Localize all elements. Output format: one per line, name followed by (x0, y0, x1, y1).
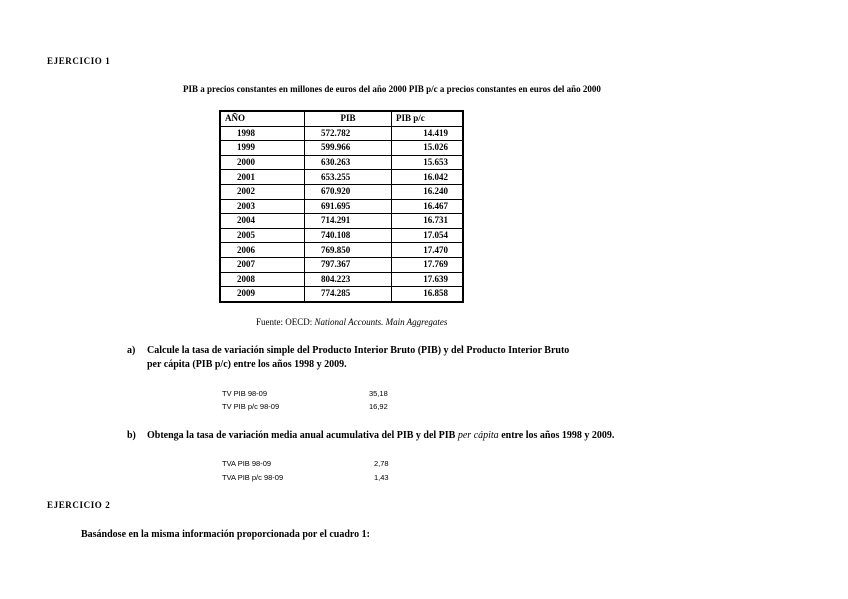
table-row (220, 170, 463, 185)
source-note (256, 317, 447, 327)
cell-year: 2000 (220, 155, 305, 170)
table-row (220, 214, 463, 229)
header-pib-pc: PIB p/c (392, 111, 464, 126)
table-row (220, 155, 463, 170)
cell-year: 1998 (220, 126, 305, 141)
gdp-table (219, 110, 464, 303)
cell-pib-pc: 17.639 (392, 272, 464, 287)
table-caption: PIB a precios constantes en millones de euros del año 2000 PIB p/c a precios constantes en euros del año 2000 (183, 84, 601, 94)
cell-pib: 714.291 (305, 214, 392, 229)
question-b (127, 429, 614, 443)
cell-year: 2003 (220, 199, 305, 214)
question-a-line2: per cápita (PIB p/c) entre los años 1998 y 2009. (147, 359, 347, 370)
cell-pib: 774.285 (305, 287, 392, 302)
cell-year: 2004 (220, 214, 305, 229)
answer-b-1-label: TVA PIB 98-09 (222, 459, 272, 468)
header-year: AÑO (220, 111, 305, 126)
cell-year: 2009 (220, 287, 305, 302)
cell-pib-pc: 16.467 (392, 199, 464, 214)
answer-a-2-value: 16,92 (369, 402, 388, 411)
table-row (220, 126, 463, 141)
cell-pib-pc: 15.026 (392, 141, 464, 156)
cell-year: 2007 (220, 257, 305, 272)
answer-b-1-value: 2,78 (374, 459, 389, 468)
question-b-text-before: Obtenga la tasa de variación media anual acumulativa del PIB y del PIB (147, 430, 458, 441)
exercise-2-text: Basándose en la misma información proporcionada por el cuadro 1: (81, 529, 371, 540)
cell-year: 2001 (220, 170, 305, 185)
table-row (220, 287, 463, 302)
table-row (220, 228, 463, 243)
header-pib: PIB (305, 111, 392, 126)
cell-pib: 599.966 (305, 141, 392, 156)
cell-pib-pc: 16.240 (392, 184, 464, 199)
question-a-label: a) (127, 345, 136, 356)
cell-pib: 653.255 (305, 170, 392, 185)
cell-year: 2008 (220, 272, 305, 287)
answer-b-2-label: TVA PIB p/c 98-09 (222, 473, 284, 482)
answer-b-2-value: 1,43 (374, 473, 389, 482)
cell-pib: 804.223 (305, 272, 392, 287)
table-row (220, 272, 463, 287)
cell-pib-pc: 16.731 (392, 214, 464, 229)
cell-pib: 630.263 (305, 155, 392, 170)
cell-pib: 572.782 (305, 126, 392, 141)
cell-pib: 797.367 (305, 257, 392, 272)
question-b-text-after: entre los años 1998 y 2009. (498, 430, 615, 441)
question-b-label: b) (127, 430, 136, 441)
cell-pib: 740.108 (305, 228, 392, 243)
cell-year: 2005 (220, 228, 305, 243)
answer-a-1-value: 35,18 (369, 389, 388, 398)
answer-a-2-label: TV PIB p/c 98-09 (222, 402, 280, 411)
table-row (220, 257, 463, 272)
cell-pib-pc: 16.858 (392, 287, 464, 302)
source-italic: National Accounts. Main Aggregates (314, 317, 448, 327)
exercise-2-title: EJERCICIO 2 (47, 500, 111, 510)
cell-pib: 691.695 (305, 199, 392, 214)
source-prefix: Fuente: OECD: (256, 317, 315, 327)
cell-year: 2002 (220, 184, 305, 199)
cell-pib: 670.920 (305, 184, 392, 199)
cell-year: 2006 (220, 243, 305, 258)
table-header-row (220, 111, 463, 126)
answer-a-1-label: TV PIB 98-09 (222, 389, 268, 398)
question-a-line1: Calcule la tasa de variación simple del Producto Interior Bruto (PIB) y del Producto Interior Bruto (147, 345, 570, 356)
cell-pib-pc: 14.419 (392, 126, 464, 141)
table-row (220, 141, 463, 156)
cell-pib-pc: 15.653 (392, 155, 464, 170)
table-row (220, 199, 463, 214)
question-a (127, 344, 569, 372)
exercise-1-title: EJERCICIO 1 (47, 56, 111, 66)
question-b-text-italic: per cápita (457, 430, 499, 441)
cell-pib: 769.850 (305, 243, 392, 258)
cell-pib-pc: 17.470 (392, 243, 464, 258)
cell-pib-pc: 17.054 (392, 228, 464, 243)
table-row (220, 243, 463, 258)
cell-pib-pc: 16.042 (392, 170, 464, 185)
table-row (220, 184, 463, 199)
cell-year: 1999 (220, 141, 305, 156)
cell-pib-pc: 17.769 (392, 257, 464, 272)
